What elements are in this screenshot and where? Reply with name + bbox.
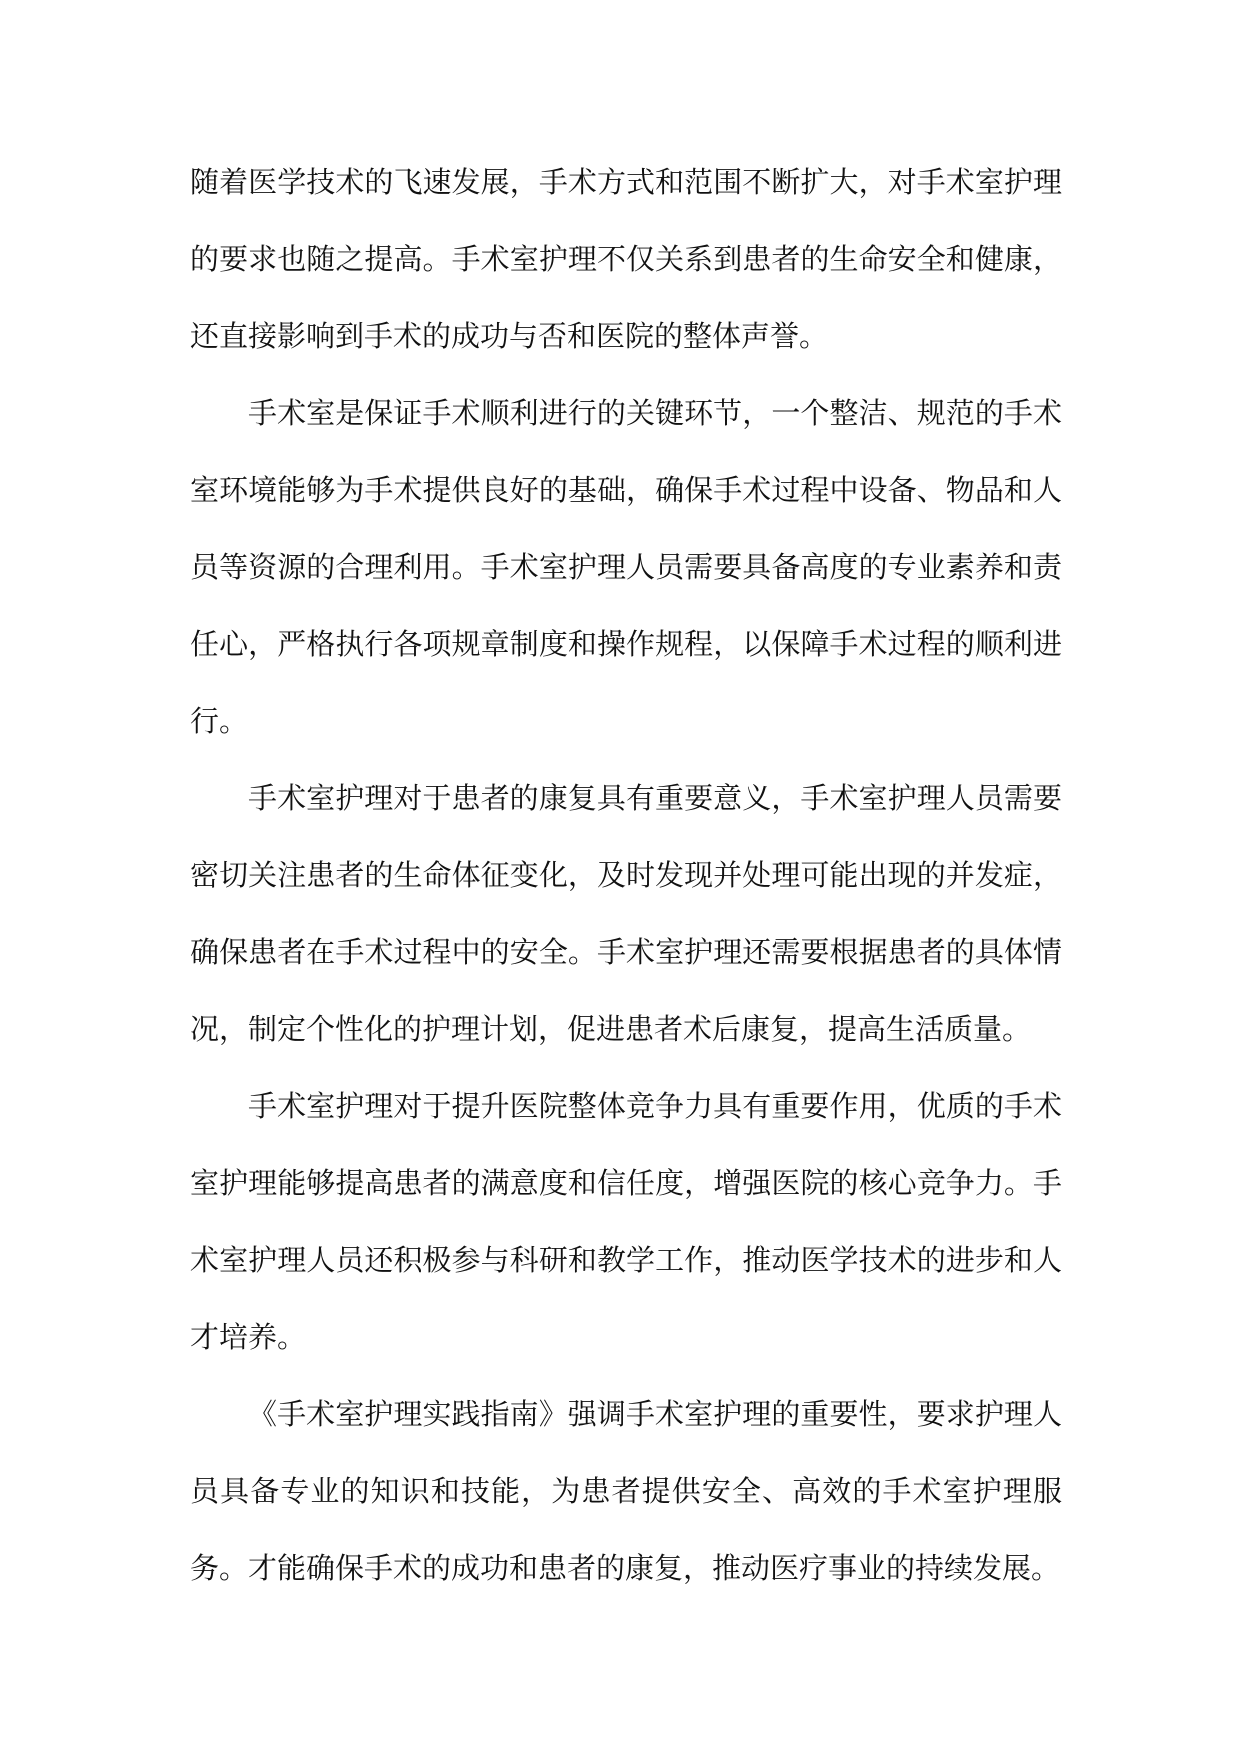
paragraph-1: 随着医学技术的飞速发展，手术方式和范围不断扩大，对手术室护理的要求也随之提高。手术室护理不仅关系到患者的生命安全和健康，还直接影响到手术的成功与否和医院的整体声誉。 — [190, 165, 1062, 353]
paragraph-3: 手术室护理对于患者的康复具有重要意义，手术室护理人员需要密切关注患者的生命体征变化，及时发现并处理可能出现的并发症，确保患者在手术过程中的安全。手术室护理还需要根据患者的具体情况，制定个性化的护理计划，促进患者术后康复，提高生活质量。 — [190, 781, 1062, 1046]
paragraph-4: 手术室护理对于提升医院整体竞争力具有重要作用，优质的手术室护理能够提高患者的满意度和信任度，增强医院的核心竞争力。手术室护理人员还积极参与科研和教学工作，推动医学技术的进步和人才培养。 — [190, 1089, 1062, 1354]
document-body — [190, 144, 1062, 1607]
paragraph-5: 《手术室护理实践指南》强调手术室护理的重要性，要求护理人员具备专业的知识和技能，为患者提供安全、高效的手术室护理服务。才能确保手术的成功和患者的康复，推动医疗事业的持续发展。 — [190, 1397, 1062, 1585]
paragraph-2: 手术室是保证手术顺利进行的关键环节，一个整洁、规范的手术室环境能够为手术提供良好的基础，确保手术过程中设备、物品和人员等资源的合理利用。手术室护理人员需要具备高度的专业素养和责任心，严格执行各项规章制度和操作规程，以保障手术过程的顺利进行。 — [190, 396, 1062, 738]
